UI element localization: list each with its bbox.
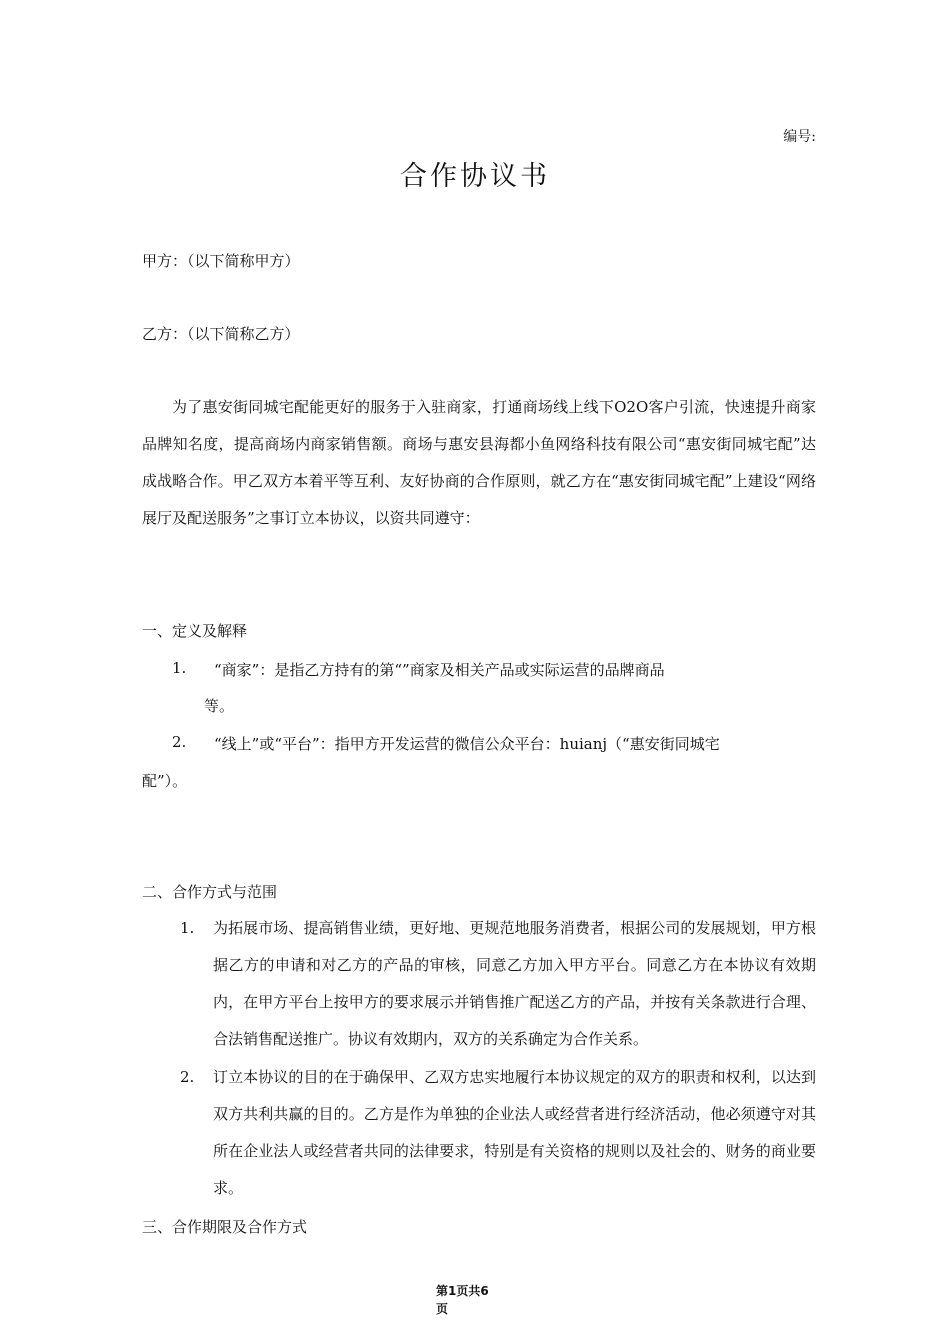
definition-item-number: 1. — [172, 659, 187, 677]
document-number-label: 编号: — [783, 129, 816, 145]
definition-item-text: “线上”或“平台”：指甲方开发运营的微信公众平台：huianj（“惠安街同城宅 — [214, 735, 720, 753]
document-title: 合作协议书 — [400, 161, 550, 192]
scope-item-text: 订立本协议的目的在于确保甲、乙双方忠实地履行本协议规定的双方的职责和权利，以达到双方共利共赢的目的。乙方是作为单独的企业法人或经营者进行经济活动，他必须遵守对其所在企业法人或经营者共同的法律要求，特别是有关资格的规则以及社会的、财务的商业要求。 — [213, 1068, 816, 1197]
definition-item-text: “商家”：是指乙方持有的第“”商家及相关产品或实际运营的品牌商品 — [214, 661, 665, 679]
page-footer — [436, 1282, 516, 1318]
page-counter-line2: 页 — [436, 1302, 449, 1316]
section-heading-cooperation-scope: 二、合作方式与范围 — [142, 883, 278, 901]
section-heading-term: 三、合作期限及合作方式 — [142, 1218, 308, 1236]
definition-item-number: 2. — [172, 733, 187, 751]
party-a-line: 甲方：（以下简称甲方） — [142, 252, 300, 270]
definition-item-text-continued: 配”）。 — [142, 772, 188, 790]
section-heading-definitions: 一、定义及解释 — [142, 622, 248, 640]
intro-paragraph: 为了惠安街同城宅配能更好的服务于入驻商家，打通商场线上线下O2O客户引流，快速提升商家品牌知名度，提高商场内商家销售额。商场与惠安县海都小鱼网络科技有限公司“惠安街同城宅配”达成战略合作。甲乙双方本着平等互利、友好协商的合作原则，就乙方在“惠安街同城宅配”上建设“网络展厅及配送服务”之事订立本协议，以资共同遵守： — [142, 398, 816, 527]
party-b-line: 乙方：（以下简称乙方） — [142, 325, 300, 343]
scope-item-number: 1. — [180, 919, 195, 937]
page-counter-line1: 第1页共6 — [436, 1284, 489, 1298]
scope-item-text: 为拓展市场、提高销售业绩，更好地、更规范地服务消费者，根据公司的发展规划，甲方根据乙方的申请和对乙方的产品的审核，同意乙方加入甲方平台。同意乙方在本协议有效期内，在甲方平台上按甲方的要求展示并销售推广配送乙方的产品，并按有关条款进行合理、合法销售配送推广。协议有效期内，双方的关系确定为合作关系。 — [213, 919, 816, 1048]
scope-item-number: 2. — [180, 1068, 195, 1086]
definition-item-text-continued: 等。 — [204, 697, 235, 715]
